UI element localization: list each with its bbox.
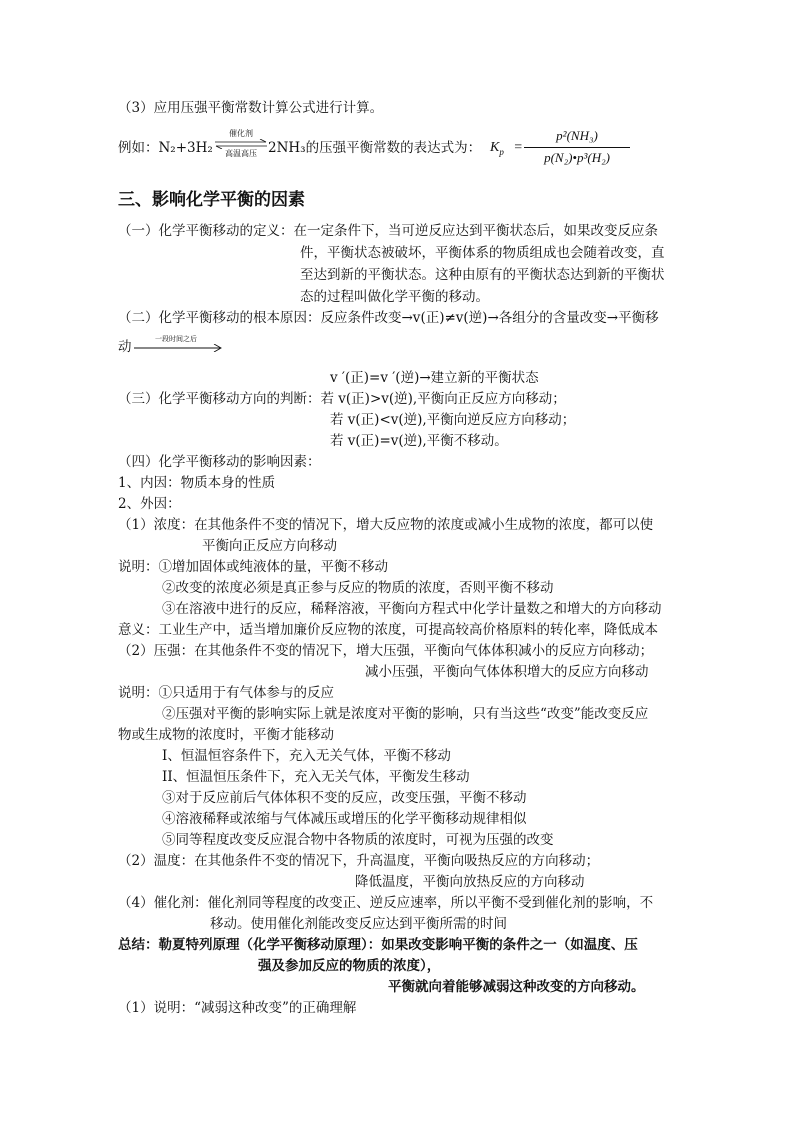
text-line: ③在溶液中进行的反应，稀释溶液，平衡向方程式中化学计量数之和增大的方向移动	[162, 601, 662, 617]
summary-line: 总结：勒夏特列原理（化学平衡移动原理）：如果改变影响平衡的条件之一（如温度、压	[118, 937, 638, 953]
kp-denominator: p(N₂)•p³(H₂)	[544, 150, 610, 165]
text-line: 若 v(正)=v(逆),平衡不移动。	[330, 433, 508, 449]
text-line: （三）化学平衡移动方向的判断：若 v(正)>v(逆),平衡向正反应方向移动；	[118, 391, 566, 407]
text-line: （4）催化剂：催化剂同等程度的改变正、逆反应速率，所以平衡不受到催化剂的影响，不	[118, 895, 654, 911]
text-line: ④溶液稀释或浓缩与气体减压或增压的化学平衡移动规律相似	[162, 811, 527, 827]
reaction-equilibrium-arrow	[214, 129, 268, 159]
text-line: 说明：①只适用于有气体参与的反应	[118, 685, 334, 701]
right-arrow-icon	[134, 344, 224, 352]
text-line: 态的过程叫做化学平衡的移动。	[300, 289, 489, 305]
text-line: 1、内因：物质本身的性质	[118, 475, 276, 491]
text-line: 平衡向正反应方向移动	[202, 538, 337, 554]
text-line: （1）说明：“减弱这种改变”的正确理解	[118, 1000, 357, 1016]
text-line: 物或生成物的浓度时，平衡才能移动	[118, 727, 334, 743]
section-heading: 三、影响化学平衡的因素	[118, 190, 305, 210]
text-line: I、恒温恒容条件下，充入无关气体，平衡不移动	[162, 748, 451, 764]
kp-equals: =	[513, 140, 523, 155]
equilibrium-arrows-icon	[214, 139, 268, 149]
text-line: 减小压强，平衡向气体体积增大的反应方向移动	[365, 664, 649, 680]
text-line: （2）压强：在其他条件不变的情况下，增大压强，平衡向气体体积减小的反应方向移动；	[118, 643, 654, 659]
fraction-bar	[524, 147, 630, 148]
text-line: （1）浓度：在其他条件不变的情况下，增大反应物的浓度或减小生成物的浓度，都可以使	[118, 517, 654, 533]
conditions-label: 高温高压	[225, 149, 257, 158]
kp-fraction	[522, 128, 632, 168]
text-line: 件，平衡状态被破坏，平衡体系的物质组成也会随着改变，直	[300, 245, 665, 261]
text-line: （2）温度：在其他条件不变的情况下，升高温度，平衡向吸热反应的方向移动；	[118, 853, 600, 869]
text-line: 意义：工业生产中，适当增加廉价反应物的浓度，可提高较高价格原料的转化率，降低成本	[118, 622, 658, 638]
example-product: 2NH₃的压强平衡常数的表达式为：	[268, 140, 482, 156]
summary-line: 平衡就向着能够减弱这种改变的方向移动。	[388, 979, 645, 995]
text-line: 降低温度，平衡向放热反应的方向移动	[355, 874, 585, 890]
text-line: ⑤同等程度改变反应混合物中各物质的浓度时，可视为压强的改变	[162, 832, 554, 848]
text-line: 至达到新的平衡状态。这种由原有的平衡状态达到新的平衡状	[300, 267, 665, 283]
text-line: ②压强对平衡的影响实际上就是浓度对平衡的影响，只有当这些“改变”能改变反应	[162, 706, 649, 722]
catalyst-label: 催化剂	[229, 129, 253, 138]
kp-symbol	[490, 139, 523, 161]
text-line: 若 v(正)<v(逆),平衡向逆反应方向移动；	[330, 412, 576, 428]
text-line: （一）化学平衡移动的定义：在一定条件下，当可逆反应达到平衡状态后，如果改变反应条	[118, 223, 658, 239]
kp-label: K	[490, 140, 500, 155]
example-prefix: 例如：N₂+3H₂	[118, 140, 213, 156]
text-line: 2、外因：	[118, 496, 181, 512]
time-arrow	[134, 335, 224, 355]
text-line: （四）化学平衡移动的影响因素：	[118, 454, 321, 470]
time-arrow-label: 一段时间之后	[155, 335, 197, 343]
kp-numerator: p²(NH₃)	[556, 128, 598, 143]
text-line: （二）化学平衡移动的根本原因：反应条件改变→v(正)≠v(逆)→各组分的含量改变→平衡移	[118, 310, 659, 326]
text-line: v ′(正)=v ′(逆)→建立新的平衡状态	[330, 370, 539, 386]
text-line: 移动。使用催化剂能改变反应达到平衡所需的时间	[210, 916, 507, 932]
text-line: ②改变的浓度必须是真正参与反应的物质的浓度，否则平衡不移动	[162, 580, 554, 596]
text-line: ③对于反应前后气体体积不变的反应，改变压强，平衡不移动	[162, 790, 527, 806]
text-line: II、恒温恒压条件下，充入无关气体，平衡发生移动	[162, 769, 470, 785]
summary-line: 强及参加反应的物质的浓度），	[258, 958, 441, 974]
text-line: 动	[118, 339, 132, 355]
text-line: 说明：①增加固体或纯液体的量，平衡不移动	[118, 559, 388, 575]
text-line: （3）应用压强平衡常数计算公式进行计算。	[118, 100, 384, 116]
kp-subscript: p	[499, 146, 504, 157]
